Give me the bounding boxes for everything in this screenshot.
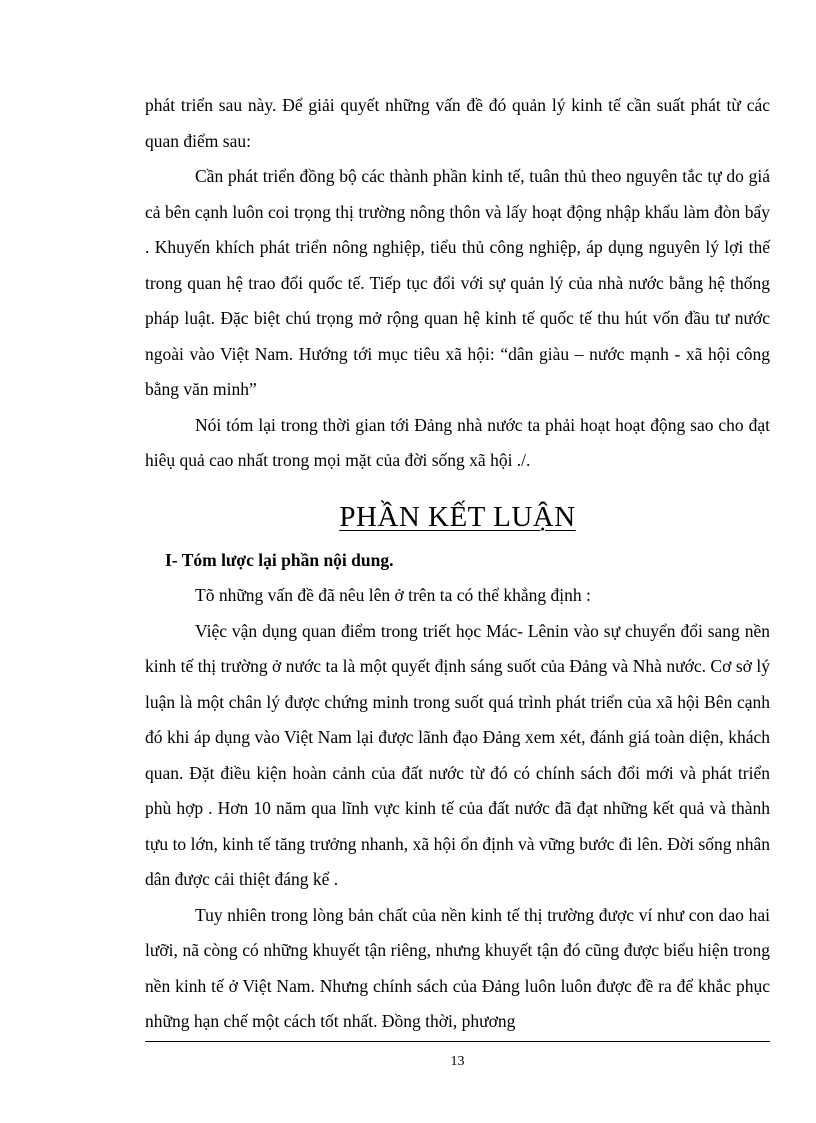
footer-divider xyxy=(145,1041,770,1042)
paragraph-development-principles: Cần phát triển đồng bộ các thành phần kinh tế, tuân thủ theo nguyên tắc tự do giá cả bên cạnh luôn coi trọng thị trường nông thôn và lấy hoạt động nhập khẩu làm đòn bẩy . Khuyến khích phát triển nông nghiệp, tiểu thủ công nghiệp, áp dụng nguyên lý lợi thế trong quan hệ trao đổi quốc tế. Tiếp tục đổi với sự quản lý của nhà nước bằng hệ thống pháp luật. Đặc biệt chú trọng mở rộng quan hệ kinh tế quốc tế thu hút vốn đầu tư nước ngoài vào Việt Nam. Hướng tới mục tiêu xã hội: “dân giàu – nước mạnh - xã hội công bằng văn minh” xyxy=(145,166,770,399)
paragraph-summary: Nói tóm lại trong thời gian tới Đảng nhà nước ta phải hoạt hoạt động sao cho đạt hiêụ quả cao nhất trong mọi mặt của đời sống xã hội ./. xyxy=(145,414,770,470)
conclusion-heading: PHẦN KẾT LUẬN xyxy=(339,500,576,533)
section-title: I- Tóm lược lại phần nội dung. xyxy=(165,549,394,570)
page-number: 13 xyxy=(450,1054,465,1069)
paragraph-affirmation: Tõ những vấn đề đã nêu lên ở trên ta có thể khẳng định : xyxy=(195,585,591,605)
document-page xyxy=(145,88,770,1040)
paragraph-continuation: phát triển sau này. Để giải quyết những vấn đề đó quản lý kinh tế cần suất phát từ các quan điểm sau: xyxy=(145,95,770,151)
paragraph-market-economy: Tuy nhiên trong lòng bản chất của nền kinh tế thị trường được ví như con dao hai lưỡi, nã còng có những khuyết tận riêng, nhưng khuyết tận đó cũng được biểu hiện trong nền kinh tế ở Việt Nam. Nhưng chính sách của Đảng luôn luôn được đề ra để khắc phục những hạn chế một cách tốt nhất. Đồng thời, phương xyxy=(145,904,770,1031)
paragraph-marxist-application: Việc vận dụng quan điểm trong triết học Mác- Lênin vào sự chuyển đổi sang nền kinh tế thị trường ở nước ta là một quyết định sáng suốt của Đảng và Nhà nước. Cơ sở lý luận là một chân lý được chứng minh trong suốt quá trình phát triển của xã hội Bên cạnh đó khi áp dụng vào Việt Nam lại được lãnh đạo Đảng xem xét, đánh giá toàn diện, khách quan. Đặt điều kiện hoàn cảnh của đất nước từ đó có chính sách đổi mới và phát triển phù hợp . Hơn 10 năm qua lĩnh vực kinh tế của đất nước đã đạt những kết quả và thành tựu to lớn, kinh tế tăng trưởng nhanh, xã hội ổn định và vững bước đi lên. Đời sống nhân dân được cải thiệt đáng kể . xyxy=(145,620,770,889)
